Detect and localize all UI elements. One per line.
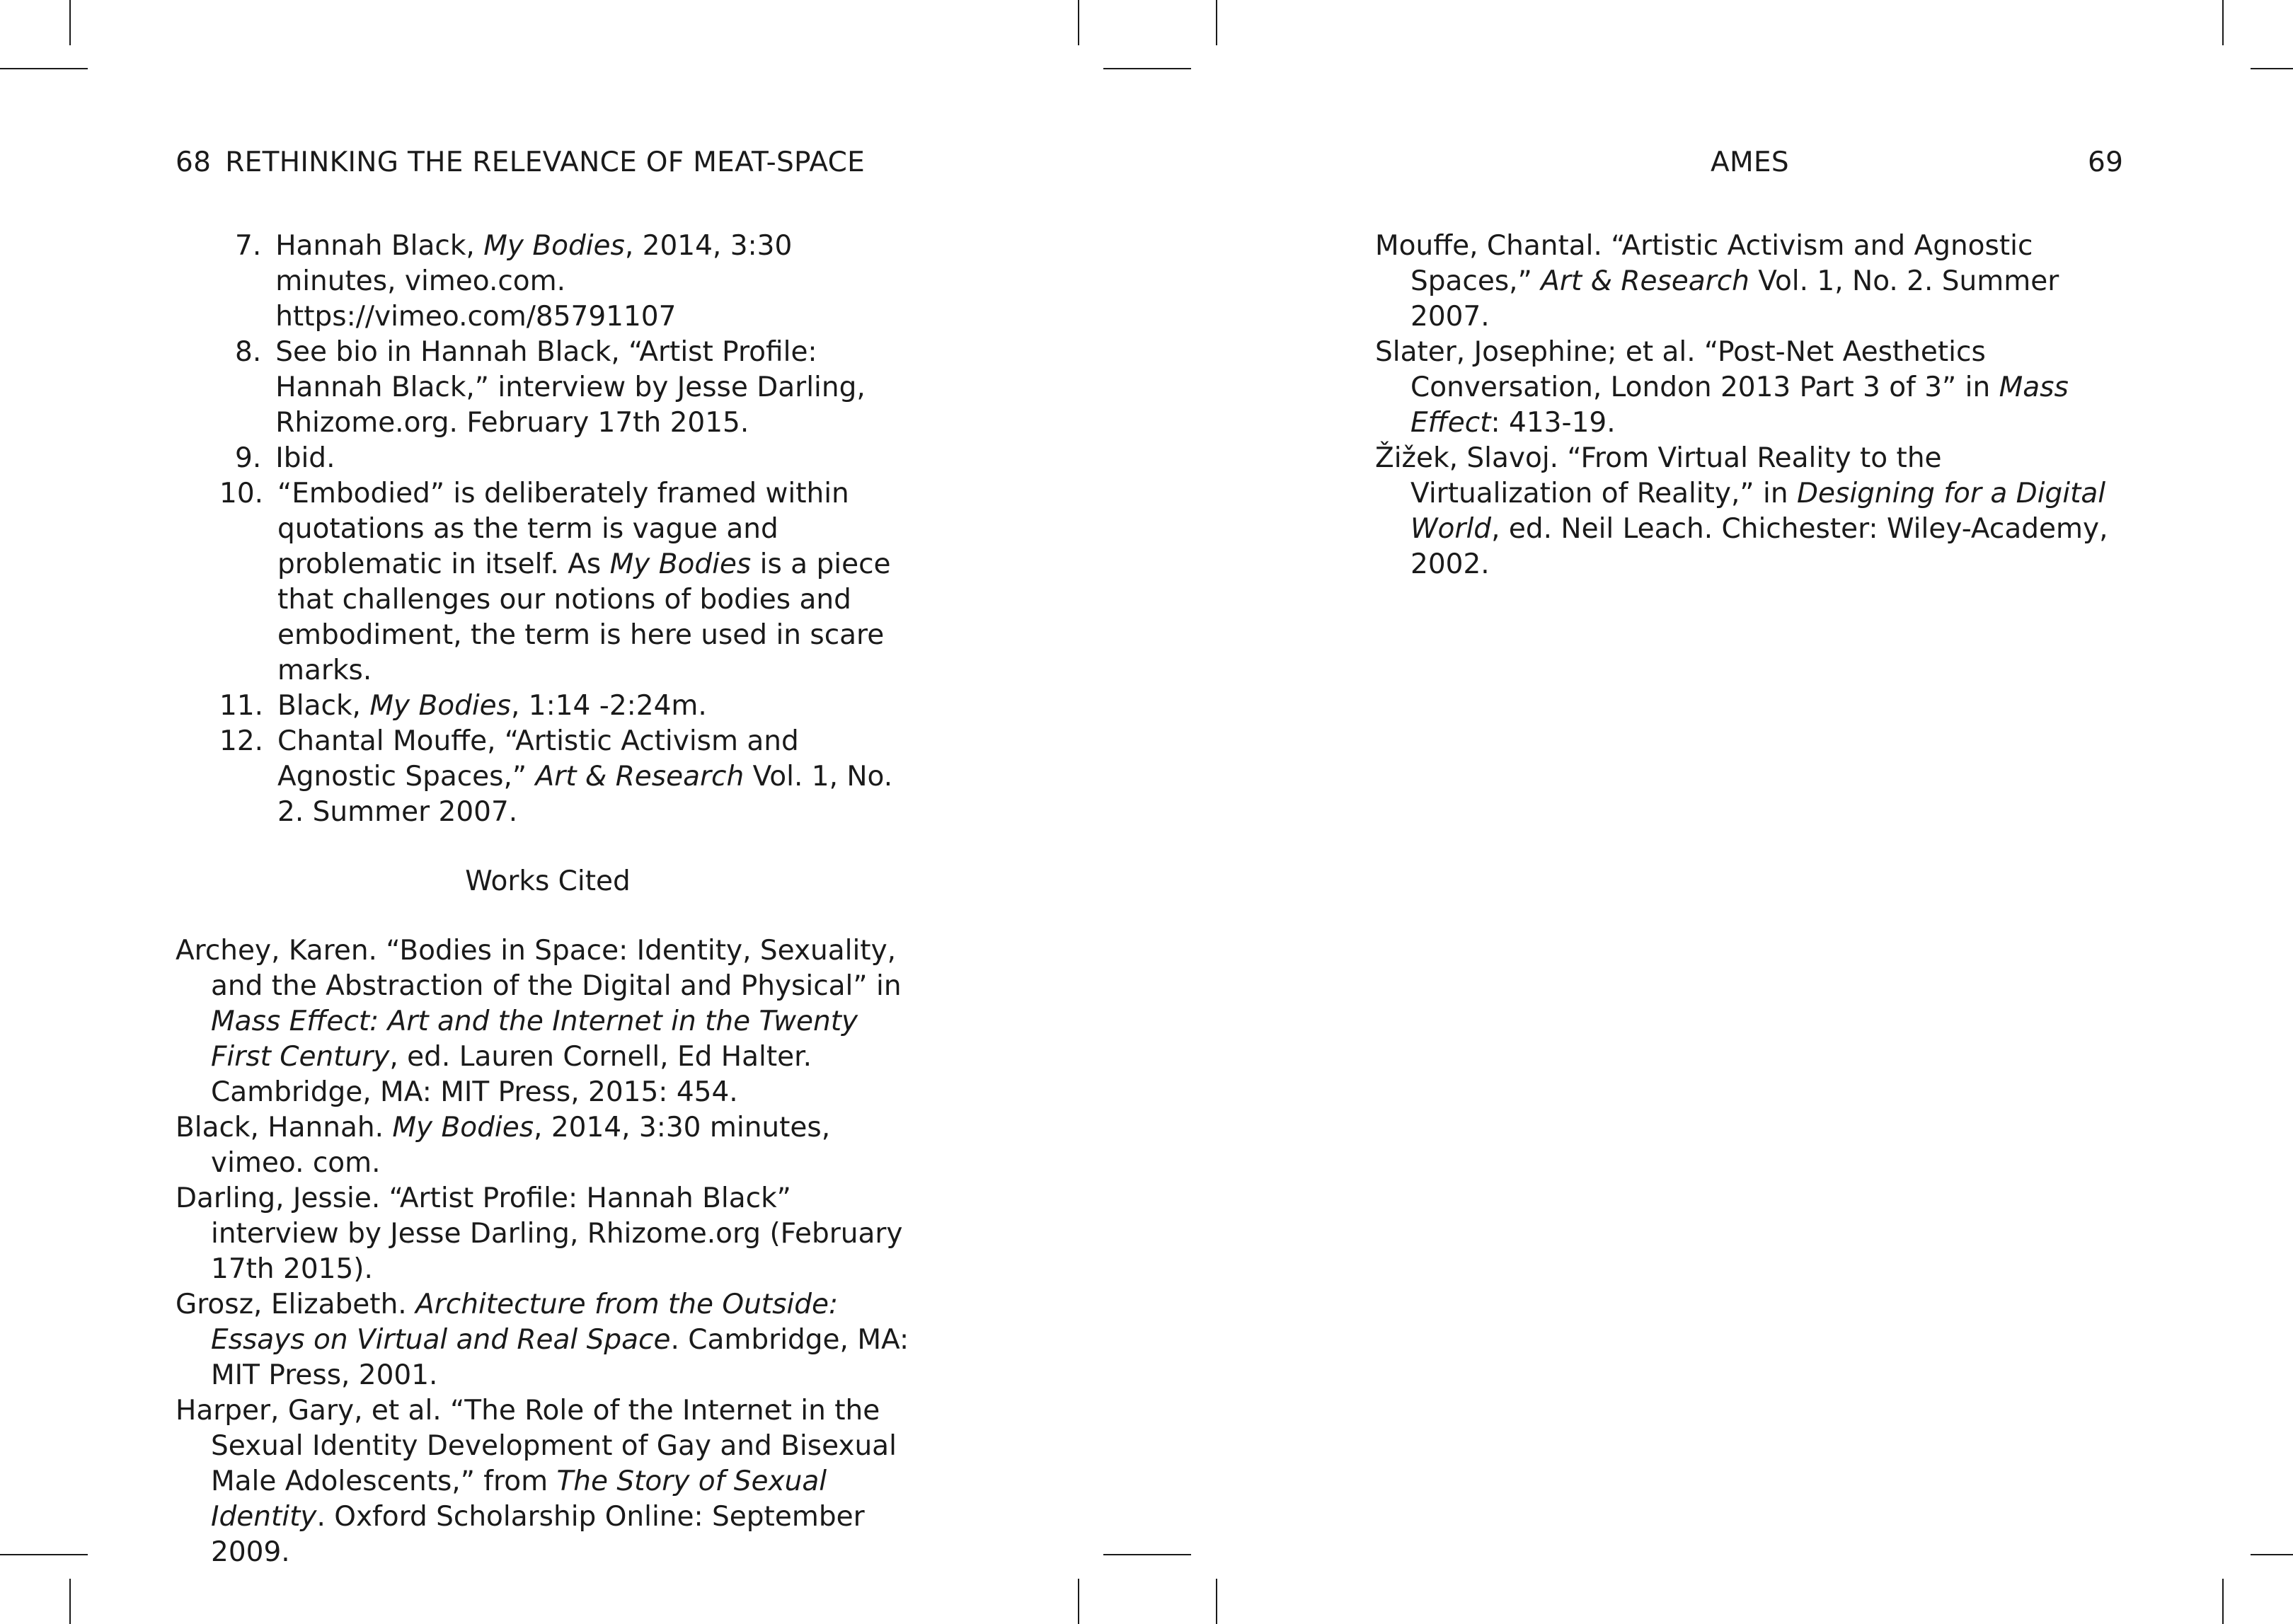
endnote-text <box>275 229 920 335</box>
works-cited-entry <box>176 1287 920 1393</box>
text-run: Vol. 1, No. 2. Summer 2007. <box>1410 265 2059 333</box>
endnotes-list <box>176 229 920 830</box>
endnote <box>219 229 920 335</box>
crop-mark <box>2251 1554 2293 1555</box>
crop-mark <box>1103 68 1191 69</box>
text-run: Black, <box>277 690 370 722</box>
crop-mark <box>2222 0 2224 45</box>
right-running-title: AMES <box>1711 146 1789 178</box>
works-cited-entry <box>176 1110 920 1181</box>
right-page-number: 69 <box>2088 146 2124 178</box>
text-run: Harper, Gary, et al. “The Role of the Internet in the Sexual Identity Development of Gay and Bisexual Male Adolescents,” from <box>176 1395 897 1497</box>
endnote-number: 7. <box>235 230 262 262</box>
text-run: is a piece that challenges our notions of bodies and embodiment, the term is here used in scare marks. <box>277 548 891 686</box>
endnote-number: 9. <box>235 442 262 474</box>
text-run: Archey, Karen. “Bodies in Space: Identity, Sexuality, and the Abstraction of the Digital and Physical” in <box>176 935 902 1002</box>
text-run: , ed. Neil Leach. Chichester: Wiley-Academy, 2002. <box>1410 513 2108 580</box>
italic-title: My Bodies <box>392 1112 534 1144</box>
italic-title: Art & Research <box>1541 265 1749 297</box>
italic-title: Architecture from the Outside: Essays on Virtual and Real Space <box>211 1289 839 1356</box>
text-run: “Embodied” is deliberately framed within quotations as the term is vague and problematic in itself. As <box>277 478 849 580</box>
crop-mark <box>2251 68 2293 69</box>
italic-title: My Bodies <box>609 548 752 580</box>
left-running-title: RETHINKING THE RELEVANCE OF MEAT-SPACE <box>225 146 866 178</box>
left-running-head <box>176 145 865 180</box>
text-run: Darling, Jessie. “Artist Profile: Hannah Black” interview by Jesse Darling, Rhizome.org (February 17th 2015). <box>176 1182 903 1285</box>
endnote-text <box>275 335 920 441</box>
text-run: Vol. 1, No. 2. Summer 2007. <box>277 761 893 828</box>
text-run: . Cambridge, MA: MIT Press, 2001. <box>211 1324 909 1391</box>
text-run: , ed. Lauren Cornell, Ed Halter. Cambridge, MA: MIT Press, 2015: 454. <box>211 1041 812 1108</box>
text-run: Ibid. <box>275 442 335 474</box>
endnote-text <box>275 441 920 476</box>
endnote <box>219 724 920 830</box>
italic-title: My Bodies <box>483 230 625 262</box>
works-cited-entry <box>176 1393 920 1570</box>
right-page-body <box>1375 229 2120 582</box>
crop-mark <box>2222 1579 2224 1624</box>
crop-mark <box>1078 0 1079 45</box>
text-run: Black, Hannah. <box>176 1112 393 1144</box>
crop-mark <box>0 1554 88 1555</box>
text-run: , 2014, 3:30 minutes, vimeo.com. https://vimeo.com/85791107 <box>275 230 793 333</box>
endnote <box>219 689 920 724</box>
text-run: Chantal Mouffe, “Artistic Activism and Agnostic Spaces,” <box>277 725 799 793</box>
endnote-text <box>277 689 920 724</box>
works-cited-entry <box>1375 229 2120 335</box>
italic-title: The Story of Sexual Identity <box>211 1465 827 1533</box>
works-cited-entry <box>1375 335 2120 441</box>
endnote <box>219 476 920 689</box>
endnote-number: 12. <box>219 725 264 757</box>
crop-mark <box>0 68 88 69</box>
works-cited-list-continued <box>1375 229 2120 582</box>
text-run: Hannah Black, <box>275 230 484 262</box>
endnote <box>219 335 920 441</box>
endnote-text <box>277 476 920 689</box>
italic-title: Designing for a Digital World <box>1410 478 2106 545</box>
works-cited-list <box>176 933 920 1570</box>
works-cited-entry <box>176 1181 920 1287</box>
works-cited-heading: Works Cited <box>465 865 631 897</box>
text-run: . Oxford Scholarship Online: September 2009. <box>211 1501 865 1568</box>
works-cited-entry <box>176 933 920 1110</box>
text-run: Grosz, Elizabeth. <box>176 1289 416 1320</box>
left-page-number: 68 <box>176 146 212 178</box>
endnote-text <box>277 724 920 830</box>
text-run: : 413-19. <box>1490 407 1616 439</box>
crop-mark <box>1216 1579 1217 1624</box>
text-run: , 1:14 -2:24m. <box>511 690 707 722</box>
endnote-number: 8. <box>235 336 262 368</box>
text-run: Žižek, Slavoj. “From Virtual Reality to the Virtualization of Reality,” in <box>1375 442 1942 509</box>
italic-title: My Bodies <box>369 690 511 722</box>
endnote <box>219 441 920 476</box>
crop-mark <box>69 0 71 45</box>
left-page-body <box>176 229 920 1570</box>
works-cited-entry <box>1375 441 2120 582</box>
italic-title: Art & Research <box>535 761 745 793</box>
text-run: See bio in Hannah Black, “Artist Profile: Hannah Black,” interview by Jesse Darling, Rhizome.org. February 17th 2015. <box>275 336 866 439</box>
italic-title: Mass Effect: Art and the Internet in the Twenty First Century <box>211 1006 858 1073</box>
crop-mark <box>69 1579 71 1624</box>
text-run: Slater, Josephine; et al. “Post-Net Aesthetics Conversation, London 2013 Part 3 of 3” in <box>1375 336 1999 403</box>
endnote-number: 11. <box>219 690 264 722</box>
italic-title: Mass Effect <box>1410 372 2069 439</box>
crop-mark <box>1078 1579 1079 1624</box>
text-run: , 2014, 3:30 minutes, vimeo. com. <box>211 1112 831 1179</box>
text-run: Mouffe, Chantal. “Artistic Activism and Agnostic Spaces,” <box>1375 230 2033 297</box>
endnote-number: 10. <box>219 478 264 509</box>
crop-mark <box>1216 0 1217 45</box>
crop-mark <box>1103 1554 1191 1555</box>
